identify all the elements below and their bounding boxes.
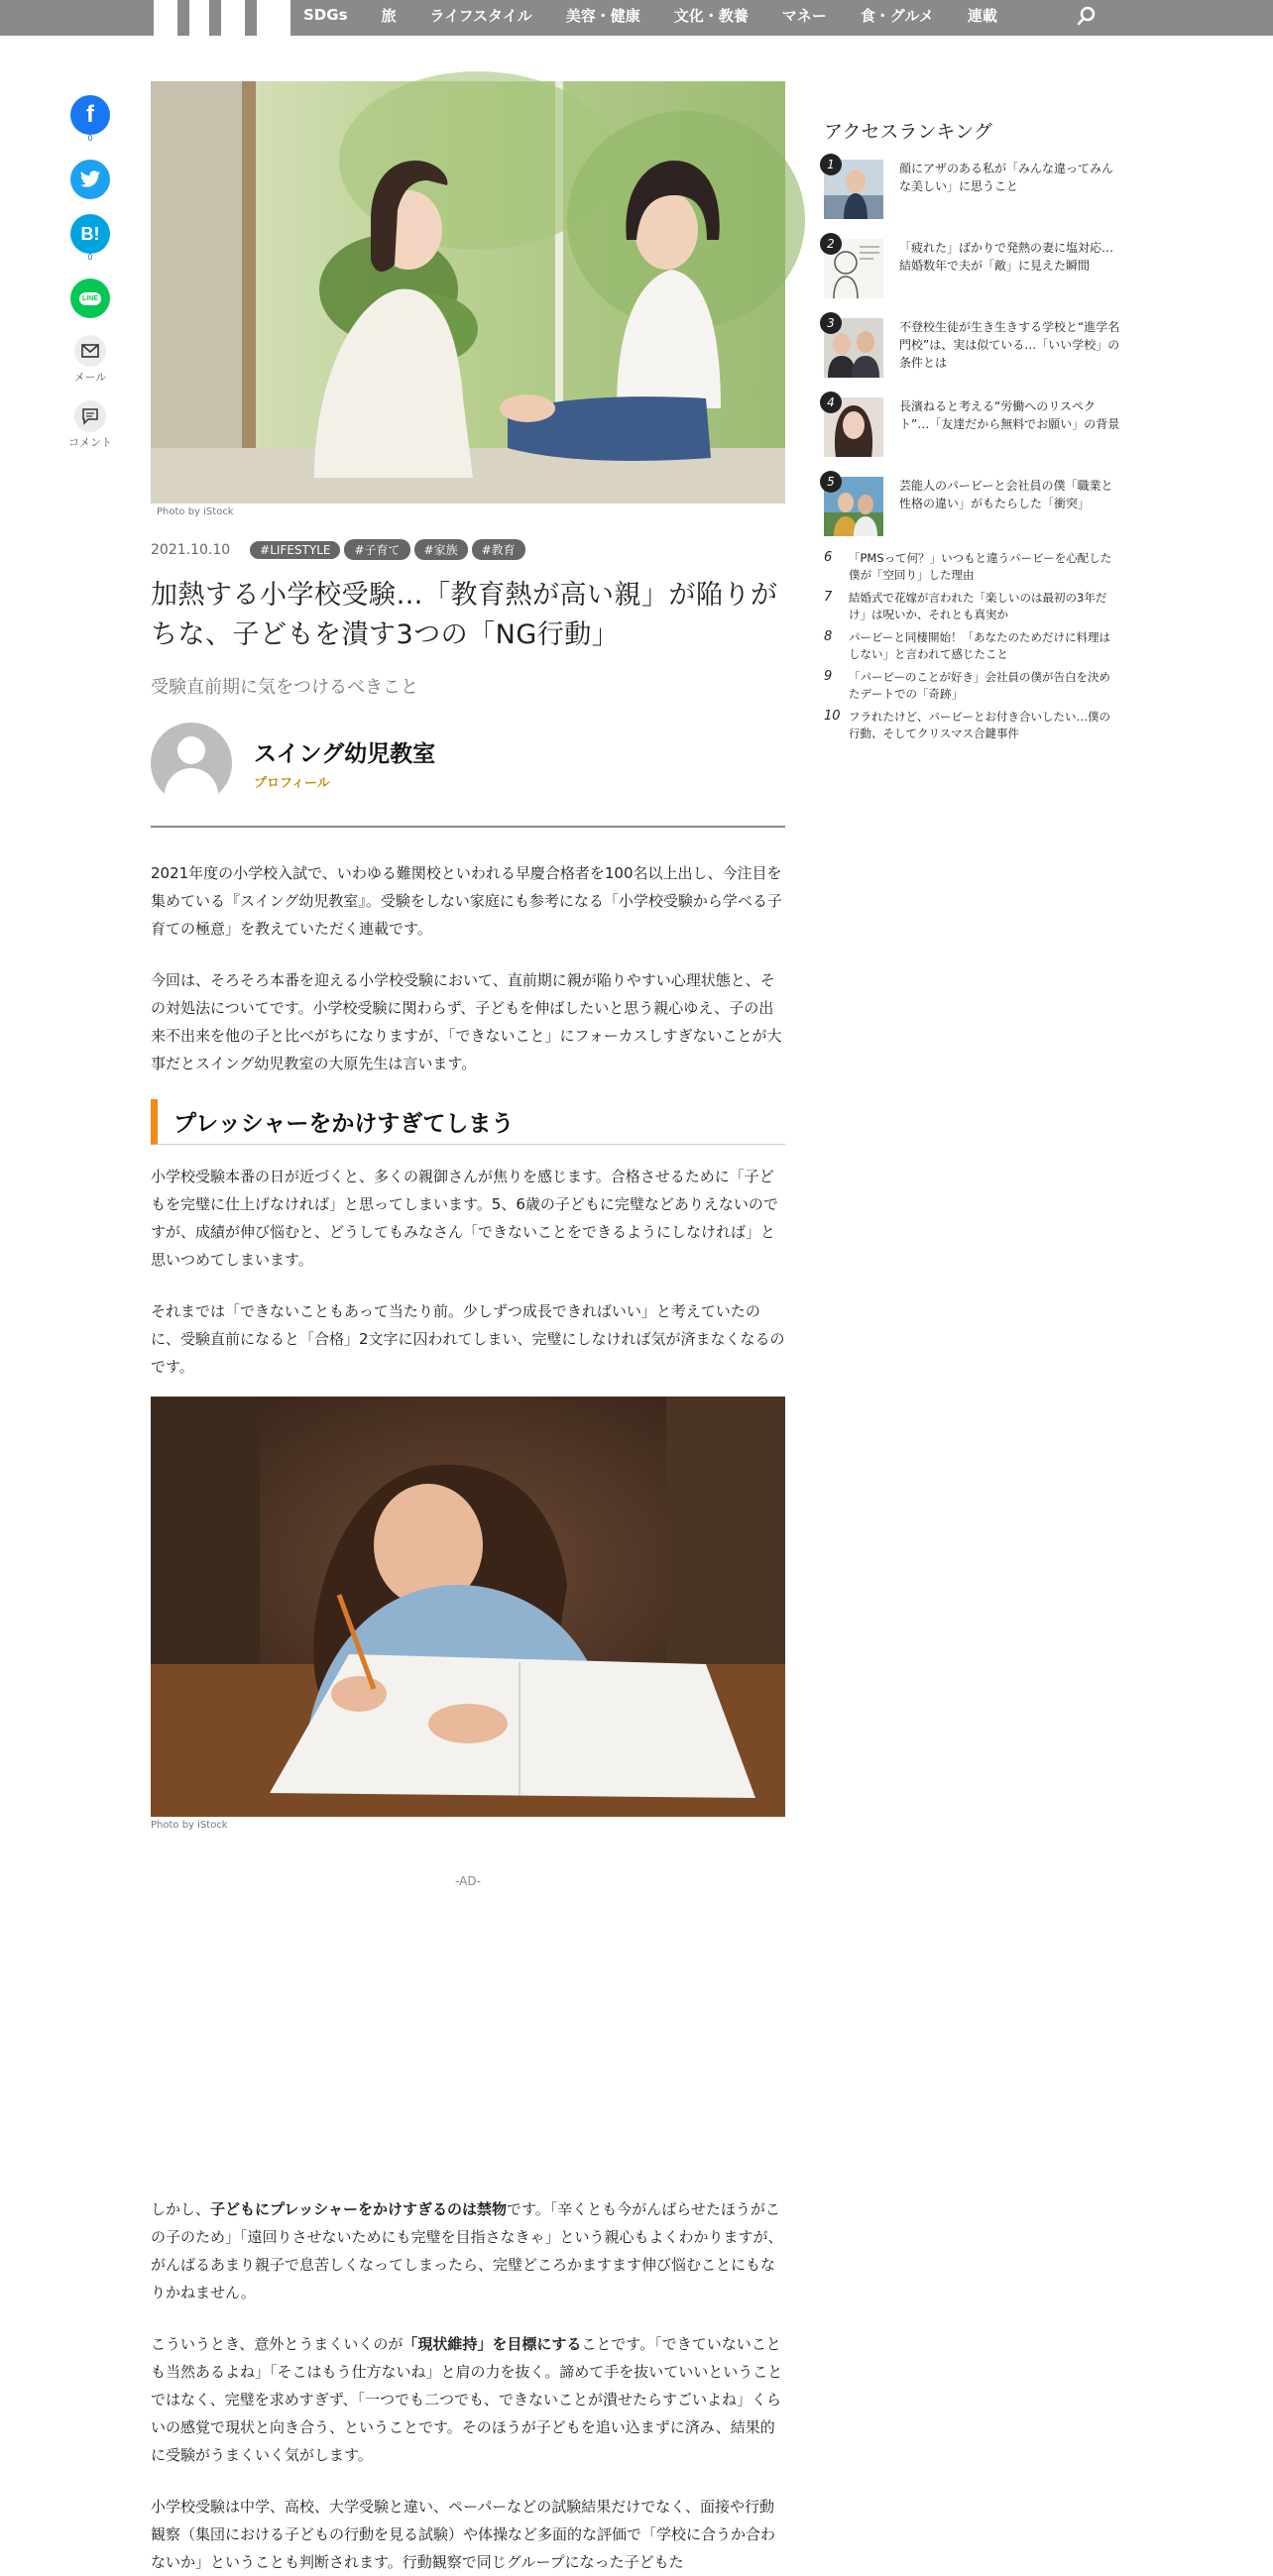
ranking-item-8[interactable] [824,629,1121,663]
ranking-text-7: 結婚式で花嫁が言われた「楽しいのは最初の3年だけ」は呪いか、それとも真実か [849,591,1107,621]
article-meta [151,539,785,560]
ranking-num-8: 8 [824,629,833,644]
paragraph-6: こういうとき、意外とうまくいくのが「現状維持」を目標にすることです。「できていないことも当然あるよね」「そこはもう仕方ないね」と肩の力を抜く。諦めて手を抜いていいということではなく、完璧を求めすぎず、「一つでも二つでも、できないことが潰せたらすごいよね」くらいの感覚で現状と向き合う、ということです。そのほうが子どもを追い込まずに済み、結果的に受験がうまくいく気がします。 [151,2335,783,2464]
ranking-text-6: 「PMSって何？」いつもと違うパービーを心配した僕が「空回り」した理由 [849,551,1112,582]
ranking-item-7[interactable] [824,590,1121,623]
ranking-text-10: フラれたけど、パービーとお付き合いしたい…僕の行動、そしてクリスマス合鍵事件 [849,710,1111,740]
author-profile-link[interactable]: プロフィール [254,776,330,791]
section-heading-pressure: プレッシャーをかけすぎてしまう [151,1099,785,1145]
nav-item-beauty[interactable]: 美容・健康 [565,6,640,25]
paragraph-4: それまでは「できないこともあって当たり前。少しずつ成長できればいい」と考えていたのに、受験直前になると「合格」2文字に囚われてしまい、完璧にしなければ気が済まなくなるのです。 [151,1302,785,1376]
nav-item-travel[interactable]: 旅 [381,6,397,25]
share-line[interactable] [69,279,111,318]
paragraph-2: 今回は、そろそろ本番を迎える小学校受験において、直前期に親が陥りやすい心理状態と、その対処法についてです。小学校受験に関わらず、子どもを伸ばしたいと思う親心ゆえ、子の出来不出来を他の子と比べがちになりますが、「できないこと」にフォーカスしすぎないことが大事だとスイング幼児教室の大原先生は言います。 [151,971,782,1072]
ranking-text-4: 長濱ねると考える“労働へのリスペクト”…「友達だから無料でお願い」の背景 [899,399,1120,431]
ranking-text-8: パービーと同棲開始！「あなたのためだけに料理はしない」と言われて感じたこと [849,630,1111,661]
ranking-badge-1: 1 [820,154,842,175]
paragraph-3: 小学校受験本番の日が近づくと、多くの親御さんが焦りを感じます。合格させるために「子どもを完璧に仕上げなければ」と思ってしまいます。5、6歳の子どもに完璧などありえないのですが、成績が伸び悩むと、どうしてもみなさん「できないことをできるようにしなければ」と思いつめてしまいます。 [151,1168,778,1269]
article-title: 加熱する小学校受験…「教育熱が高い親」が陥りがちな、子どもを潰す3つの「NG行動」 [151,580,778,650]
ranking-item-10[interactable] [824,709,1121,742]
emphasis-status-quo: 「現状維持」を目標にする [403,2335,582,2353]
nav-item-lifestyle[interactable]: ライフスタイル [429,6,532,25]
ranking-text-2: 「疲れた」ばかりで発熱の妻に塩対応…結婚数年で夫が「敵」に見えた瞬間 [899,241,1114,273]
ad-label: -AD- [455,1874,481,1888]
publish-date: 2021.10.10 [151,541,231,558]
nav-item-series[interactable]: 連載 [967,6,997,25]
paragraph-5: しかし、子どもにプレッシャーをかけすぎるのは禁物です。「辛くとも今がんばらせたほうがこの子のため」「遠回りさせないためにも完璧を目指さなきゃ」という親心もよくわかりますが、がんばるあまり親子で息苦しくなってしまったら、完璧どころかますます伸び悩むことにもなりかねません。 [151,2200,783,2301]
ad-slot [151,1888,785,2195]
photo2-credit: Photo by iStock [151,1820,228,1831]
ranking-num-10: 10 [824,709,841,724]
ranking-text-1: 顔にアザのある私が「みんな違ってみんな美しい」に思うこと [899,162,1114,193]
ranking-badge-2: 2 [820,233,842,255]
nav-item-money[interactable]: マネー [781,6,827,25]
ranking-badge-5: 5 [820,471,842,493]
ranking-item-2[interactable] [824,239,1121,304]
tag-parenting[interactable]: #子育て [344,539,409,560]
line-icon: LINE [70,279,110,318]
ranking-num-7: 7 [824,590,833,605]
paragraph-intro: 2021年度の小学校入試で、いわゆる難関校といわれる早慶合格者を100名以上出し、今注目を集めている『スイング幼児教室』。受験をしない家庭にも参考になる「小学校受験から学べる子育ての極意」を教えていただく連載です。 [151,864,782,938]
ranking-text-9: 「パービーのことが好き」会社員の僕が告白を決めたデートでの「奇跡」 [849,670,1111,701]
nav-item-food[interactable]: 食・グルメ [860,6,934,25]
avatar[interactable] [151,723,232,804]
author-name[interactable]: スイング幼児教室 [254,741,436,767]
ranking-item-9[interactable] [824,669,1121,703]
ranking-text-3: 不登校生徒が生き生きする学校と“進学名門校”は、実は似ている…「いい学校」の条件とは [899,320,1120,370]
ranking-badge-4: 4 [820,392,842,413]
author-block [151,723,785,828]
ranking-badge-3: 3 [820,312,842,334]
ranking-item-5[interactable] [824,477,1121,542]
comment-icon [74,400,106,432]
site-logo[interactable] [154,0,290,36]
paragraph-7: 小学校受験は中学、高校、大学受験と違い、ペーパーなどの試験結果だけでなく、面接や行動観察（集団における子どもの行動を見る試験）や体操など多面的な評価で「学校に合うか合わないか」ということも判断されます。行動観察で同じグループになった子どもた [151,2498,776,2571]
facebook-count: 0 [87,134,93,143]
main-nav [303,0,1031,30]
top-header [0,0,1273,36]
mail-label: メール [73,371,107,384]
ranking-item-6[interactable] [824,550,1121,584]
hero-credit: Photo by iStock [157,506,234,517]
tag-education[interactable]: #教育 [472,539,525,560]
search-icon[interactable] [1075,4,1099,28]
ranking-num-9: 9 [824,669,833,684]
hatena-bookmark-icon: B! [70,214,110,254]
ranking-item-3[interactable] [824,318,1121,384]
tag-family[interactable]: #家族 [414,539,468,560]
share-comment[interactable] [69,400,111,450]
ranking-num-6: 6 [824,550,833,565]
girl-studying-image [151,1397,785,1817]
mail-icon [74,335,106,367]
ranking-item-4[interactable] [824,397,1121,463]
share-twitter[interactable] [69,160,111,199]
twitter-icon [70,160,110,199]
facebook-icon: f [70,95,110,135]
tag-lifestyle[interactable]: #LIFESTYLE [250,541,340,559]
share-facebook[interactable] [69,95,111,143]
emphasis-pressure: 子どもにプレッシャーをかけすぎるのは禁物 [210,2200,507,2218]
hero-image [151,81,785,504]
hatena-count: 0 [87,253,93,262]
nav-item-culture[interactable]: 文化・教養 [673,6,749,25]
ranking-sidebar [824,117,1121,742]
ranking-title: アクセスランキング [824,121,992,143]
ranking-text-5: 芸能人のパービーと会社員の僕「職業と性格の違い」がもたらした「衝突」 [899,479,1113,510]
share-mail[interactable] [69,335,111,385]
article-subtitle: 受験直前期に気をつけるべきこと [151,677,418,698]
comment-label: コメント [68,436,112,449]
ranking-item-1[interactable] [824,160,1121,225]
nav-item-sdgs[interactable]: SDGs [303,6,348,24]
share-hatena[interactable] [69,214,111,262]
article [151,81,785,2576]
